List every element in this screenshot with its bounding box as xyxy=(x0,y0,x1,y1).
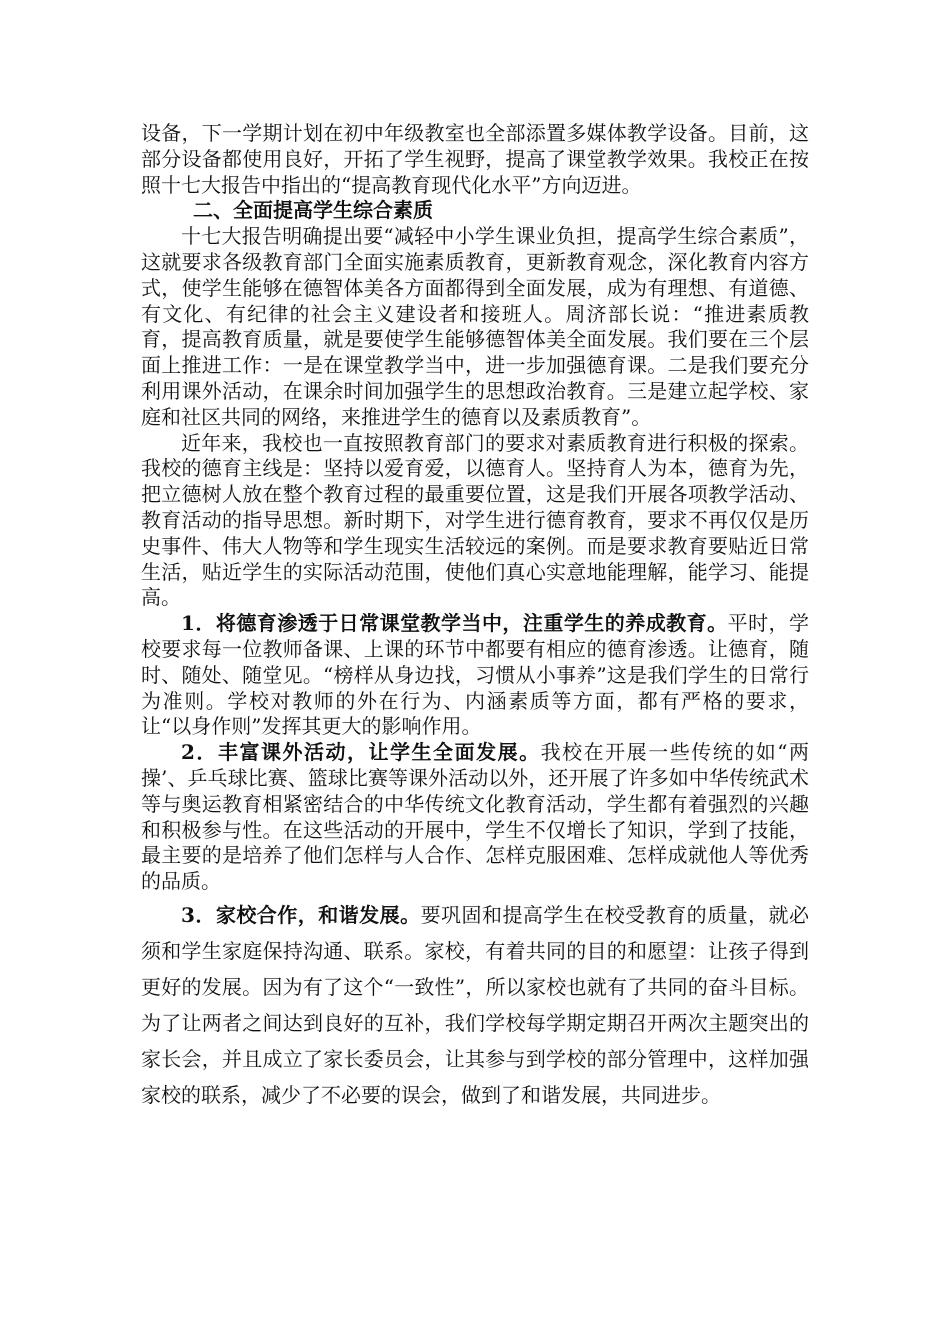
intro-paragraph: 设备，下一学期计划在初中年级教室也全部添置多媒体教学设备。目前，这部分设备都使用良好，开拓了学生视野，提高了课堂教学效果。我校正在按照十七大报告中指出的“提高教育现代化水平”方向迈进。 xyxy=(141,121,809,197)
section-heading: 二、全面提高学生综合素质 xyxy=(193,198,433,223)
item-2-paragraph xyxy=(141,740,809,895)
paragraph-2: 近年来，我校也一直按照教育部门的要求对素质教育进行积极的探索。我校的德育主线是：坚持以爱育爱，以德育人。坚持育人为本，德育为先，把立德树人放在整个教育过程的最重要位置，这是我们开展各项教学活动、教育活动的指导思想。新时期下，对学生进行德育教育，要求不再仅仅是历史事件、伟大人物等和学生现实生活较远的案例。而是要求教育要贴近日常生活，贴近学生的实际活动范围，使他们真心实意地能理解，能学习、能提高。 xyxy=(141,430,809,610)
item-2-body: 我校在开展一些传统的如“两操’、乒乓球比赛、篮球比赛等课外活动以外，还开展了许多如中华传统武术等与奥运教育相紧密结合的中华传统文化教育活动，学生都有着强烈的兴趣和积极参与性。在这些活动的开展中，学生不仅增长了知识，学到了技能，最主要的是培养了他们怎样与人合作、怎样克服困难、怎样成就他人等优秀的品质。 xyxy=(141,740,809,894)
item-1-body: 平时，学校要求每一位教师备课、上课的环节中都要有相应的德育渗透。让德育，随时、随处、随堂见。“榜样从身边找，习惯从小事养”这是我们学生的日常行为准则。学校对教师的外在行为、内涵素质等方面，都有严格的要求，让“以身作则”发挥其更大的影响作用。 xyxy=(141,611,810,739)
item-3-body: 要巩固和提高学生在校受教育的质量，就必须和学生家庭保持沟通、联系。家校，有着共同的目的和愿望：让孩子得到更好的发展。因为有了这个“一致性”，所以家校也就有了共同的奋斗目标。为了让两者之间达到良好的互补，我们学校每学期定期召开两次主题突出的家长会，并且成立了家长委员会，让其参与到学校的部分管理中，这样加强家校的联系，减少了不必要的误会，做到了和谐发展，共同进步。 xyxy=(141,902,810,1107)
document-page xyxy=(141,121,809,1113)
item-2-lead: 2．丰富课外活动，让学生全面发展。 xyxy=(181,740,541,765)
item-1-paragraph xyxy=(141,611,809,740)
item-3-paragraph xyxy=(141,897,809,1113)
item-3-lead: 3．家校合作，和谐发展。 xyxy=(181,902,421,927)
item-1-lead: 1．将德育渗透于日常课堂教学当中，注重学生的养成教育。 xyxy=(181,611,728,636)
paragraph-1: 十七大报告明确提出要“减轻中小学生课业负担，提高学生综合素质”，这就要求各级教育部门全面实施素质教育，更新教育观念，深化教育内容方式，使学生能够在德智体美各方面都得到全面发展，成为有理想、有道德、有文化、有纪律的社会主义建设者和接班人。周济部长说：“推进素质教育，提高教育质量，就是要使学生能够德智体美全面发展。我们要在三个层面上推进工作：一是在课堂教学当中，进一步加强德育课。二是我们要充分利用课外活动，在课余时间加强学生的思想政治教育。三是建立起学校、家庭和社区共同的网络，来推进学生的德育以及素质教育”。 xyxy=(141,224,809,429)
